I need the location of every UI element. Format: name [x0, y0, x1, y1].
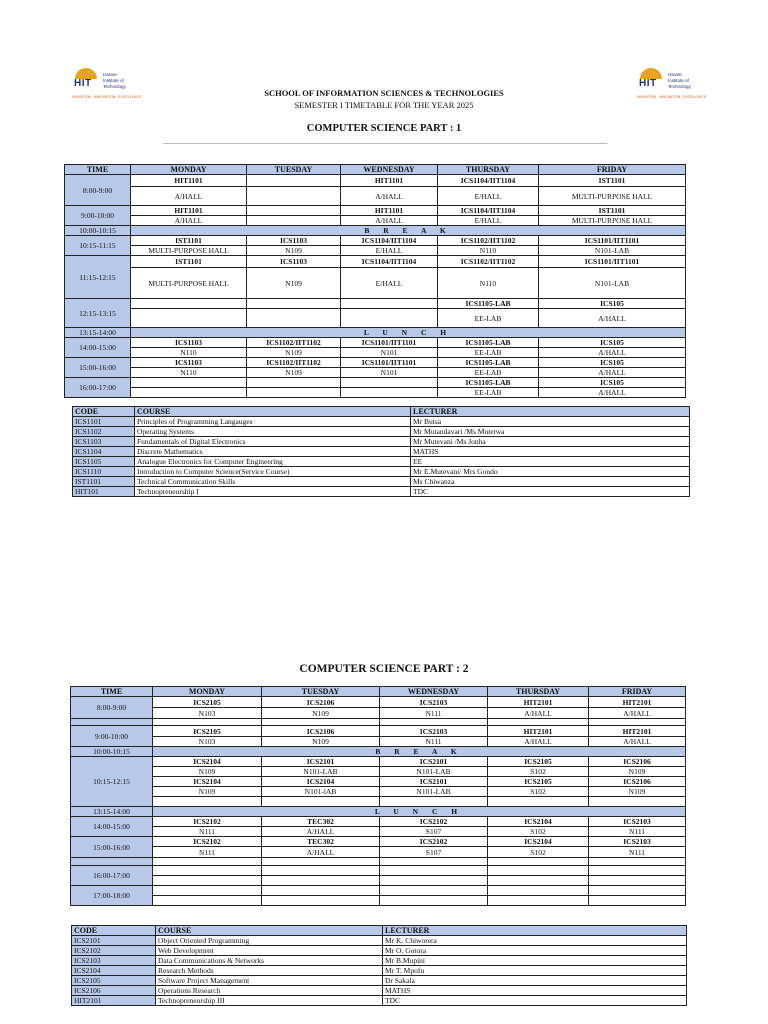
- legend-code: ICS2101: [72, 936, 156, 946]
- cell-venue: N101-LAB: [380, 787, 488, 797]
- legend-code: ICS1104: [73, 447, 135, 457]
- cell-course: ICS2106: [262, 726, 380, 737]
- time-spacer: [71, 719, 153, 726]
- cell-course: ICS1102/IIT1102: [438, 256, 539, 268]
- cell-course: ICS2102: [153, 837, 262, 847]
- legend-lecturer: Mr K. Chiworera: [383, 936, 687, 946]
- cell-venue: A/HALL: [589, 708, 686, 719]
- cell-course: ICS2104: [153, 757, 262, 767]
- legend-row: [72, 986, 687, 996]
- time-slot: 10:15-11:15: [65, 236, 131, 256]
- cell-venue: N109: [247, 368, 341, 378]
- cell-venue: N101: [341, 348, 438, 358]
- cell-venue: N103: [153, 708, 262, 719]
- cell-venue: S102: [488, 787, 589, 797]
- legend-lecturer: EE: [411, 457, 690, 467]
- legend-course: Object Oriented Programming: [156, 936, 383, 946]
- cell-course: [247, 299, 341, 309]
- cell-course: HIT1101: [341, 175, 438, 187]
- cell-venue: MULTI-PURPOSE HALL: [539, 216, 686, 226]
- legend-row: [73, 467, 690, 477]
- cell-venue: [131, 309, 247, 328]
- legend-code: ICS1103: [73, 437, 135, 447]
- cell-course: ICS1101/IIT1101: [341, 338, 438, 348]
- col-tuesday: TUESDAY: [262, 687, 380, 697]
- cell-course: HIT2101: [589, 726, 686, 737]
- school-title: SCHOOL OF INFORMATION SCIENCES & TECHNOLOGIES: [264, 88, 504, 98]
- cell-venue: N110: [131, 348, 247, 358]
- legend-code: ICS2106: [72, 986, 156, 996]
- cell-course: ICS2101: [262, 757, 380, 767]
- cell-course: ICS1104/IIT1104: [438, 175, 539, 187]
- time-slot: 14:00-15:00: [71, 817, 153, 837]
- cell-course: ICS1104/IIT1104: [341, 256, 438, 268]
- cell-venue: N111: [380, 737, 488, 747]
- col-monday: MONDAY: [131, 165, 247, 175]
- time-slot: 15:00-16:00: [71, 837, 153, 858]
- cell-course: [341, 299, 438, 309]
- legend-col-code: CODE: [72, 926, 156, 936]
- cell-venue: MULTI-PURPOSE HALL: [131, 268, 247, 299]
- legend-lecturer: MATHS: [383, 986, 687, 996]
- cell-venue: N103: [153, 737, 262, 747]
- time-slot: 17:00-18:00: [71, 886, 153, 906]
- time-slot: 12:15-13:15: [65, 299, 131, 328]
- cell-venue: S102: [488, 767, 589, 777]
- legend-code: IST1101: [73, 477, 135, 487]
- cell-venue: [131, 388, 247, 398]
- legend-code: ICS2102: [72, 946, 156, 956]
- cell-venue: S107: [380, 827, 488, 837]
- cell-venue: [247, 187, 341, 206]
- cell-course: TEC302: [262, 817, 380, 827]
- legend-lecturer: TDC: [383, 996, 687, 1006]
- cell-course: TEC302: [262, 837, 380, 847]
- cell-course: ICS1103: [131, 358, 247, 368]
- lunch-band: L U N C H: [153, 807, 686, 817]
- legend-lecturer: TDC: [411, 487, 690, 497]
- legend-course: Data Communications & Networks: [156, 956, 383, 966]
- legend-lecturer: Mr Mutevani /Ms Jonha: [411, 437, 690, 447]
- cell-course: ICS1101/IIT1101: [539, 236, 686, 246]
- legend-lecturer: Mr E.Mutevani/ Mrs Gondo: [411, 467, 690, 477]
- logo-motto: INVENTION . INNOVATION . EXCELLENCE: [72, 95, 142, 99]
- logo-name-1: Harare: [668, 72, 682, 77]
- cell-course: ICS1102/IIT1102: [247, 358, 341, 368]
- cell-venue: EE-LAB: [438, 388, 539, 398]
- legend-row: [72, 956, 687, 966]
- cell-course: IST1101: [131, 236, 247, 246]
- cell-venue: EE-LAB: [438, 309, 539, 328]
- cell-course: ICS105: [539, 358, 686, 368]
- logo-name-2: Institute of: [668, 78, 689, 83]
- cell-course: ICS1104/IIT1104: [341, 236, 438, 246]
- col-friday: FRIDAY: [539, 165, 686, 175]
- part1-title: COMPUTER SCIENCE PART : 1: [306, 123, 462, 134]
- cell-venue: [341, 309, 438, 328]
- legend-row: [73, 457, 690, 467]
- cell-course: ICS2102: [153, 817, 262, 827]
- cell-venue: A/HALL: [539, 388, 686, 398]
- cell-venue: N109: [247, 268, 341, 299]
- cell-venue: [341, 388, 438, 398]
- cell-course: ICS1105-LAB: [438, 299, 539, 309]
- legend-lecturer: Mr T. Mpofu: [383, 966, 687, 976]
- cell-venue: E/HALL: [341, 268, 438, 299]
- cell-course: ICS2106: [262, 697, 380, 708]
- legend-row: [72, 936, 687, 946]
- cell-venue: N101-LAB: [262, 767, 380, 777]
- legend-row: [73, 437, 690, 447]
- cell-venue: N101-LAB: [539, 246, 686, 256]
- time-slot: 8:00-9:00: [71, 697, 153, 719]
- cell-course: IST1101: [131, 256, 247, 268]
- cell-course: [247, 175, 341, 187]
- logo-name-3: Technology: [668, 84, 691, 89]
- legend-lecturer: Dr Sakala: [383, 976, 687, 986]
- legend-row: [72, 996, 687, 1006]
- legend-row: [72, 946, 687, 956]
- time-slot: 10:00-10:15: [71, 747, 153, 757]
- lunch-band: L U N C H: [131, 328, 686, 338]
- cell-course: ICS1104/IIT1104: [438, 206, 539, 216]
- cell-venue: E/HALL: [341, 246, 438, 256]
- cell-venue: N109: [589, 787, 686, 797]
- legend-row: [72, 976, 687, 986]
- cell-course: [131, 378, 247, 388]
- cell-course: ICS2104: [153, 777, 262, 787]
- legend-col-lecturer: LECTURER: [411, 407, 690, 417]
- cell-venue: N111: [153, 827, 262, 837]
- cell-course: ICS2103: [380, 697, 488, 708]
- header-divider: [163, 143, 607, 144]
- cell-venue: A/HALL: [131, 187, 247, 206]
- break-band: B R E A K: [153, 747, 686, 757]
- time-slot: 15:00-16:00: [65, 358, 131, 378]
- cell-course: [341, 378, 438, 388]
- cell-venue: N111: [380, 708, 488, 719]
- cell-course: ICS2103: [380, 726, 488, 737]
- col-monday: MONDAY: [153, 687, 262, 697]
- legend-course: Technopreneurship III: [156, 996, 383, 1006]
- cell-venue: N111: [153, 847, 262, 858]
- cell-venue: N109: [589, 767, 686, 777]
- legend-course: Operations Research: [156, 986, 383, 996]
- legend-course: Software Project Management: [156, 976, 383, 986]
- part2-title: COMPUTER SCIENCE PART : 2: [299, 663, 469, 675]
- legend-code: HIT101: [73, 487, 135, 497]
- legend-course: Research Methods: [156, 966, 383, 976]
- cell-course: ICS1105-LAB: [438, 378, 539, 388]
- legend-lecturer: Ms Chiwanza: [411, 477, 690, 487]
- legend-row: [73, 477, 690, 487]
- legend-code: ICS2103: [72, 956, 156, 966]
- legend-course: Technopreneurship I: [135, 487, 411, 497]
- legend-lecturer: Mr Mutandavari /Ms Mutetwa: [411, 427, 690, 437]
- cell-course: ICS105: [539, 299, 686, 309]
- time-slot: 16:00-17:00: [71, 866, 153, 886]
- legend-lecturer: Mr O. Gotora: [383, 946, 687, 956]
- part2-course-legend: [71, 925, 687, 1006]
- cell-course: ICS2101: [380, 777, 488, 787]
- time-slot: 14:00-15:00: [65, 338, 131, 358]
- cell-venue: A/HALL: [131, 216, 247, 226]
- col-tuesday: TUESDAY: [247, 165, 341, 175]
- legend-course: Introduction to Computer Science(Service Course): [135, 467, 411, 477]
- col-thursday: THURSDAY: [488, 687, 589, 697]
- cell-venue: S107: [380, 847, 488, 858]
- cell-course: ICS1101/IIT1101: [539, 256, 686, 268]
- legend-code: ICS1102: [73, 427, 135, 437]
- cell-course: ICS1103: [247, 256, 341, 268]
- col-wednesday: WEDNESDAY: [380, 687, 488, 697]
- logo-mark: HIT: [74, 78, 92, 89]
- cell-course: ICS1105-LAB: [438, 338, 539, 348]
- cell-venue: N111: [589, 827, 686, 837]
- logo-mark: HIT: [639, 78, 657, 89]
- cell-course: IST1101: [539, 175, 686, 187]
- legend-lecturer: Mr B.Mupini: [383, 956, 687, 966]
- cell-course: ICS2104: [488, 837, 589, 847]
- legend-lecturer: MATHS: [411, 447, 690, 457]
- cell-course: ICS1103: [131, 338, 247, 348]
- cell-course: HIT2101: [488, 697, 589, 708]
- cell-course: ICS2102: [380, 837, 488, 847]
- legend-col-course: COURSE: [135, 407, 411, 417]
- col-friday: FRIDAY: [589, 687, 686, 697]
- cell-course: ICS1102/IIT1102: [247, 338, 341, 348]
- cell-course: ICS2104: [262, 777, 380, 787]
- legend-course: Fundamentals of Digital Electronics: [135, 437, 411, 447]
- legend-col-lecturer: LECTURER: [383, 926, 687, 936]
- semester-subtitle: SEMESTER I TIMETABLE FOR THE YEAR 2025: [294, 100, 474, 110]
- time-slot: 9:00-10:00: [71, 726, 153, 747]
- legend-row: [73, 447, 690, 457]
- cell-venue: N111: [589, 847, 686, 858]
- cell-course: ICS2103: [589, 817, 686, 827]
- cell-course: HIT1101: [341, 206, 438, 216]
- time-slot: 9:00-10:00: [65, 206, 131, 226]
- cell-course: ICS2106: [589, 777, 686, 787]
- legend-col-course: COURSE: [156, 926, 383, 936]
- break-band: B R E A K: [131, 226, 686, 236]
- cell-course: ICS1103: [247, 236, 341, 246]
- cell-venue: EE-LAB: [438, 368, 539, 378]
- cell-venue: [247, 309, 341, 328]
- cell-venue: [247, 216, 341, 226]
- cell-venue: S102: [488, 847, 589, 858]
- cell-course: ICS1102/IIT1102: [438, 236, 539, 246]
- legend-code: HIT2101: [72, 996, 156, 1006]
- cell-venue: N109: [247, 246, 341, 256]
- cell-venue: A/HALL: [262, 827, 380, 837]
- cell-course: ICS2105: [488, 777, 589, 787]
- cell-venue: E/HALL: [438, 187, 539, 206]
- cell-course: HIT1101: [131, 175, 247, 187]
- cell-venue: [247, 388, 341, 398]
- part1-course-legend: [72, 406, 690, 497]
- legend-code: ICS1105: [73, 457, 135, 467]
- cell-venue: N101-LAB: [539, 268, 686, 299]
- cell-course: [247, 378, 341, 388]
- legend-row: [73, 487, 690, 497]
- cell-course: ICS105: [539, 338, 686, 348]
- legend-course: Analogue Electronics for Computer Engineering: [135, 457, 411, 467]
- cell-course: ICS2103: [589, 837, 686, 847]
- cell-venue: A/HALL: [539, 309, 686, 328]
- cell-course: IST1101: [539, 206, 686, 216]
- legend-row: [73, 417, 690, 427]
- cell-venue: A/HALL: [488, 708, 589, 719]
- cell-venue: A/HALL: [539, 348, 686, 358]
- cell-course: [131, 299, 247, 309]
- legend-col-code: CODE: [73, 407, 135, 417]
- col-time: TIME: [71, 687, 153, 697]
- cell-course: HIT1101: [131, 206, 247, 216]
- cell-venue: N109: [153, 767, 262, 777]
- cell-venue: A/HALL: [539, 368, 686, 378]
- cell-course: ICS2105: [153, 726, 262, 737]
- time-slot: 16:00-17:00: [65, 378, 131, 398]
- cell-venue: N109: [153, 787, 262, 797]
- cell-venue: N101-lAB: [262, 787, 380, 797]
- cell-course: ICS2105: [488, 757, 589, 767]
- cell-venue: A/HALL: [589, 737, 686, 747]
- cell-course: HIT2101: [488, 726, 589, 737]
- legend-course: Principles of Programming Langauges: [135, 417, 411, 427]
- cell-venue: N101: [341, 368, 438, 378]
- cell-venue: N110: [438, 246, 539, 256]
- cell-venue: N110: [438, 268, 539, 299]
- time-spacer: [71, 858, 153, 866]
- cell-course: ICS2102: [380, 817, 488, 827]
- legend-code: ICS1110: [73, 467, 135, 477]
- legend-course: Discrete Mathematics: [135, 447, 411, 457]
- part1-timetable: [64, 164, 686, 398]
- legend-lecturer: Mr Butsa: [411, 417, 690, 427]
- cell-course: ICS2104: [488, 817, 589, 827]
- cell-venue: EE-LAB: [438, 348, 539, 358]
- cell-venue: N109: [247, 348, 341, 358]
- cell-venue: A/HALL: [341, 187, 438, 206]
- legend-code: ICS2104: [72, 966, 156, 976]
- cell-venue: N101-LAB: [380, 767, 488, 777]
- cell-course: ICS2101: [380, 757, 488, 767]
- cell-venue: S102: [488, 827, 589, 837]
- cell-course: [247, 206, 341, 216]
- cell-venue: A/HALL: [488, 737, 589, 747]
- cell-course: HIT2101: [589, 697, 686, 708]
- cell-venue: E/HALL: [438, 216, 539, 226]
- cell-venue: MULTI-PURPOSE HALL: [131, 246, 247, 256]
- legend-course: Operating Systems: [135, 427, 411, 437]
- cell-course: ICS2106: [589, 757, 686, 767]
- legend-row: [73, 427, 690, 437]
- logo-name-2: Institute of: [103, 78, 124, 83]
- cell-venue: N109: [262, 708, 380, 719]
- cell-course: ICS105: [539, 378, 686, 388]
- time-slot: 13:15-14:00: [65, 328, 131, 338]
- time-slot: 10:00-10:15: [65, 226, 131, 236]
- cell-course: ICS1105-LAB: [438, 358, 539, 368]
- col-wednesday: WEDNESDAY: [341, 165, 438, 175]
- logo-motto: INVENTION . INNOVATION . EXCELLENCE: [637, 95, 707, 99]
- cell-course: ICS1101/IIT1101: [341, 358, 438, 368]
- logo-name-1: Harare: [103, 72, 117, 77]
- cell-venue: A/HALL: [262, 847, 380, 858]
- col-time: TIME: [65, 165, 131, 175]
- time-slot: 13:15-14:00: [71, 807, 153, 817]
- legend-code: ICS1101: [73, 417, 135, 427]
- cell-venue: MULTI-PURPOSE HALL: [539, 187, 686, 206]
- logo-name-3: Technology: [103, 84, 126, 89]
- col-thursday: THURSDAY: [438, 165, 539, 175]
- legend-code: ICS2105: [72, 976, 156, 986]
- legend-course: Web Development: [156, 946, 383, 956]
- cell-venue: N109: [262, 737, 380, 747]
- time-slot: 10:15-12:15: [71, 757, 153, 807]
- cell-venue: A/HALL: [341, 216, 438, 226]
- cell-course: ICS2105: [153, 697, 262, 708]
- part2-timetable: [70, 686, 686, 906]
- time-slot: 8:00-9:00: [65, 175, 131, 206]
- legend-row: [72, 966, 687, 976]
- cell-venue: N110: [131, 368, 247, 378]
- time-slot: 11:15-12:15: [65, 256, 131, 299]
- legend-course: Technical Communication Skills: [135, 477, 411, 487]
